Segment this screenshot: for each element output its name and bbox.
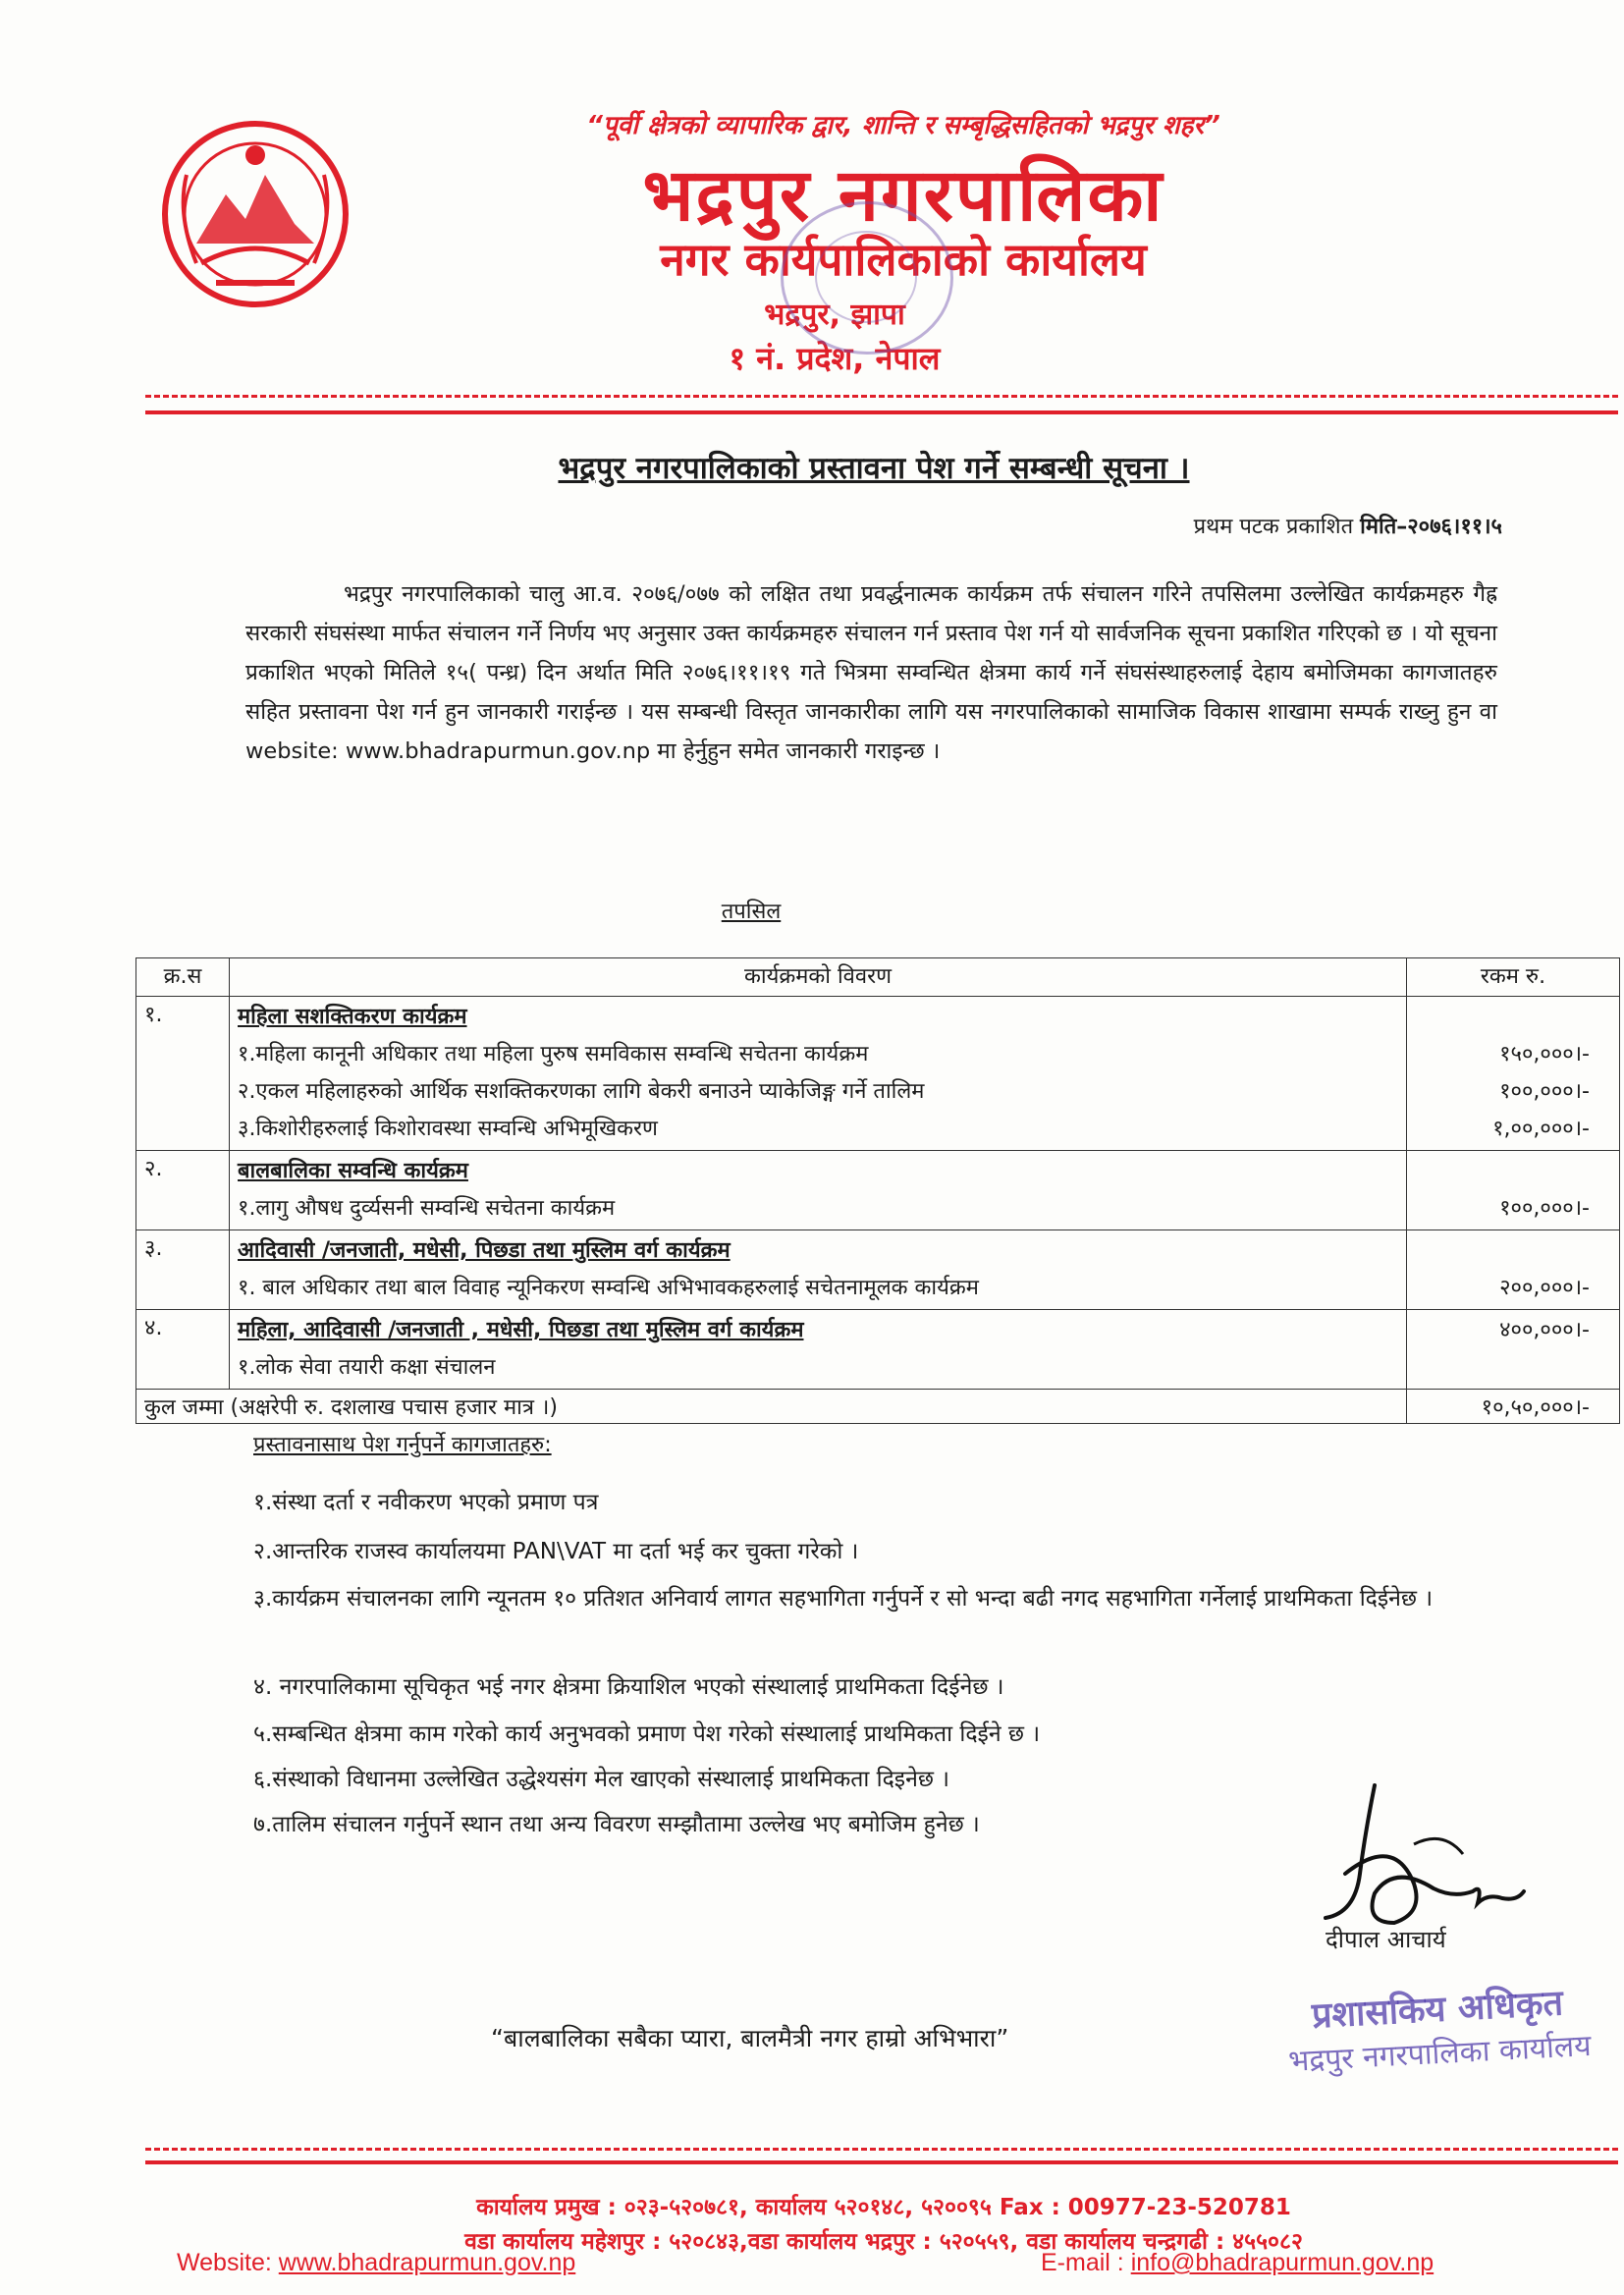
- child-friendly-slogan: “बालबालिका सबैका प्यारा, बालमैत्री नगर हाम्रो अभिभारा”: [491, 2024, 1009, 2052]
- officer-stamp-office: भद्रपुर नगरपालिका कार्यालय: [1287, 2028, 1593, 2080]
- officer-stamp-title: प्रशासकिय अधिकृत: [1311, 1983, 1565, 2037]
- row-description: [230, 1310, 1407, 1390]
- handwritten-signature: [1306, 1776, 1532, 1938]
- item-amount: १५०,०००।-: [1499, 1042, 1590, 1066]
- publication-prefix: प्रथम पटक प्रकाशित: [1193, 515, 1354, 539]
- group-amount: ४००,०००।-: [1499, 1318, 1590, 1342]
- item-description: १.लोक सेवा तयारी कक्षा संचालन: [238, 1355, 496, 1380]
- email-label: E-mail :: [1041, 2249, 1124, 2276]
- row-sn: ३.: [136, 1230, 230, 1310]
- officer-stamp: [1255, 1974, 1622, 2081]
- row-sn: २.: [136, 1151, 230, 1230]
- office-address-line1: भद्रपुर, झापा: [764, 298, 905, 332]
- table-row: [136, 1230, 1620, 1310]
- item-description: २.एकल महिलाहरुको आर्थिक सशक्तिकरणका लागि बेकरी बनाउने प्याकेजिङ्ग गर्ने तालिम: [238, 1079, 925, 1104]
- row-amount: [1407, 1230, 1620, 1310]
- row-description: [230, 997, 1407, 1151]
- nepal-emblem-icon: [157, 116, 353, 312]
- footer-solid-rule: [145, 2160, 1618, 2164]
- footer-contact-line2: वडा कार्यालय महेशपुर : ५२०८४३,वडा कार्यालय भद्रपुर : ५२०५५९, वडा कार्यालय चन्द्रगढी : ४५५०८२: [464, 2229, 1303, 2255]
- document-item: २.आन्तरिक राजस्व कार्यालयमा PAN\VAT मा दर्ता भई कर चुक्ता गरेको ।: [253, 1539, 859, 1564]
- table-row: [136, 1151, 1620, 1230]
- item-amount: १००,०००।-: [1499, 1196, 1590, 1221]
- details-heading: तपसिल: [721, 900, 782, 924]
- row-amount: [1407, 1151, 1620, 1230]
- col-header-sn: क्र.स: [136, 958, 230, 997]
- col-header-description: कार्यक्रमको विवरण: [230, 958, 1407, 997]
- office-name: नगर कार्यपालिकाको कार्यालय: [660, 233, 1147, 286]
- document-item: ५.सम्बन्धित क्षेत्रमा काम गरेको कार्य अनुभवको प्रमाण पेश गरेको संस्थालाई प्राथमिकता दिईने छ ।: [253, 1721, 1041, 1747]
- document-item: १.संस्था दर्ता र नवीकरण भएको प्रमाण पत्र: [253, 1490, 599, 1515]
- row-sn: १.: [136, 997, 230, 1151]
- item-description: १. बाल अधिकार तथा बाल विवाह न्यूनिकरण सम्वन्धि अभिभावकहरुलाई सचेतनामूलक कार्यक्रम: [238, 1276, 979, 1300]
- table-row: [136, 1310, 1620, 1390]
- notice-title: भद्रपुर नगरपालिकाको प्रस्तावना पेश गर्ने सम्बन्धी सूचना ।: [558, 451, 1190, 486]
- document-item: ३.कार्यक्रम संचालनका लागि न्यूनतम १० प्रतिशत अनिवार्य लागत सहभागिता गर्नुपर्ने र सो भन्दा बढी नगद सहभागिता गर्नेलाई प्राथमिकता दिईनेछ ।: [253, 1586, 1434, 1612]
- item-description: ३.किशोरीहरुलाई किशोरावस्था सम्वन्धि अभिमूखिकरण: [238, 1117, 658, 1141]
- document-item: ७.तालिम संचालन गर्नुपर्ने स्थान तथा अन्य विवरण सम्झौतामा उल्लेख भए बमोजिम हुनेछ ।: [253, 1812, 980, 1837]
- notice-body: भद्रपुर नगरपालिकाको चालु आ.व. २०७६/०७७ को लक्षित तथा प्रवर्द्धनात्मक कार्यक्रम तर्फ संचालन गरिने तपसिलमा उल्लेखित कार्यक्रमहरु गैह्र सरकारी संघसंस्था मार्फत संचालन गर्ने निर्णय भए अनुसार उक्त कार्यक्रमहरु संचालन गर्न प्रस्ताव पेश गर्न यो सार्वजनिक सूचना प्रकाशित गरिएको छ । यो सूचना प्रकाशित भएको मितिले १५( पन्ध्र) दिन अर्थात मिति २०७६।११।१९ गते भित्रमा सम्वन्धित क्षेत्रमा कार्य गर्ने संघसंस्थाहरुलाई देहाय बमोजिमका कागजातहरु सहित प्रस्तावना पेश गर्न हुन जानकारी गराईन्छ । यस सम्बन्धी विस्तृत जानकारीका लागि यस नगरपालिकाको सामाजिक विकास शाखामा सम्पर्क राख्नु हुन वा website: www.bhadrapurmun.gov.np मा हेर्नुहुन समेत जानकारी गराइन्छ ।: [245, 581, 1497, 764]
- total-label: कुल जम्मा (अक्षरेपी रु. दशलाख पचास हजार मात्र ।): [136, 1390, 1407, 1424]
- footer-email: [1041, 2249, 1434, 2277]
- header-dashed-rule: [145, 395, 1618, 398]
- website-link[interactable]: www.bhadrapurmun.gov.np: [278, 2249, 576, 2276]
- item-description: १.महिला कानूनी अधिकार तथा महिला पुरुष समविकास सम्वन्धि सचेतना कार्यक्रम: [238, 1042, 869, 1066]
- table-header-row: [136, 958, 1620, 997]
- group-title: महिला, आदिवासी /जनजाती , मधेसी, पिछडा तथा मुस्लिम वर्ग कार्यक्रम: [238, 1318, 804, 1342]
- row-description: [230, 1151, 1407, 1230]
- item-amount: २००,०००।-: [1499, 1276, 1590, 1300]
- office-seal-inner-ring: [815, 231, 917, 323]
- website-label: Website:: [177, 2249, 272, 2276]
- program-table: [135, 957, 1620, 1424]
- header-solid-rule: [145, 410, 1618, 414]
- publication-date: [1041, 511, 1502, 540]
- footer-website: [177, 2249, 575, 2277]
- email-link[interactable]: info@bhadrapurmun.gov.np: [1130, 2249, 1435, 2276]
- item-amount: १००,०००।-: [1499, 1079, 1590, 1104]
- municipality-name: भद्रपुर नगरपालिका: [642, 153, 1164, 238]
- row-amount: [1407, 997, 1620, 1151]
- group-title: महिला सशक्तिकरण कार्यक्रम: [238, 1005, 467, 1029]
- group-title: बालबालिका सम्वन्धि कार्यक्रम: [238, 1159, 468, 1183]
- document-item: ६.संस्थाको विधानमा उल्लेखित उद्धेश्यसंग मेल खाएको संस्थालाई प्राथमिकता दिइनेछ ।: [253, 1767, 949, 1792]
- group-title: आदिवासी /जनजाती, मधेसी, पिछडा तथा मुस्लिम वर्ग कार्यक्रम: [238, 1238, 731, 1263]
- office-address-line2: १ नं. प्रदेश, नेपाल: [729, 340, 941, 377]
- col-header-amount: रकम रु.: [1407, 958, 1620, 997]
- publication-date-value: मिति–२०७६।११।५: [1360, 515, 1502, 539]
- footer-dashed-rule: [145, 2148, 1618, 2151]
- item-amount: १,००,०००।-: [1492, 1117, 1590, 1141]
- row-sn: ४.: [136, 1310, 230, 1390]
- table-total-row: [136, 1390, 1620, 1424]
- row-description: [230, 1230, 1407, 1310]
- row-amount: [1407, 1310, 1620, 1390]
- item-description: १.लागु औषध दुर्व्यसनी सम्वन्धि सचेतना कार्यक्रम: [238, 1196, 616, 1221]
- total-amount: १०,५०,०००।-: [1407, 1390, 1620, 1424]
- footer-contact-line1: कार्यालय प्रमुख : ०२३-५२०७८१, कार्यालय ५२०१४८, ५२००९५ Fax : 00977-23-520781: [476, 2195, 1291, 2220]
- municipality-motto: “पूर्वी क्षेत्रको व्यापारिक द्वार, शान्ति र सम्बृद्धिसहितको भद्रपुर शहर”: [586, 111, 1220, 140]
- document-item: ४. नगरपालिकामा सूचिकृत भई नगर क्षेत्रमा क्रियाशिल भएको संस्थालाई प्राथमिकता दिईनेछ ।: [253, 1674, 1004, 1700]
- signer-name: दीपाल आचार्य: [1326, 1926, 1446, 1953]
- table-row: [136, 997, 1620, 1151]
- documents-title: प्रस्तावनासाथ पेश गर्नुपर्ने कागजातहरु:: [253, 1433, 552, 1457]
